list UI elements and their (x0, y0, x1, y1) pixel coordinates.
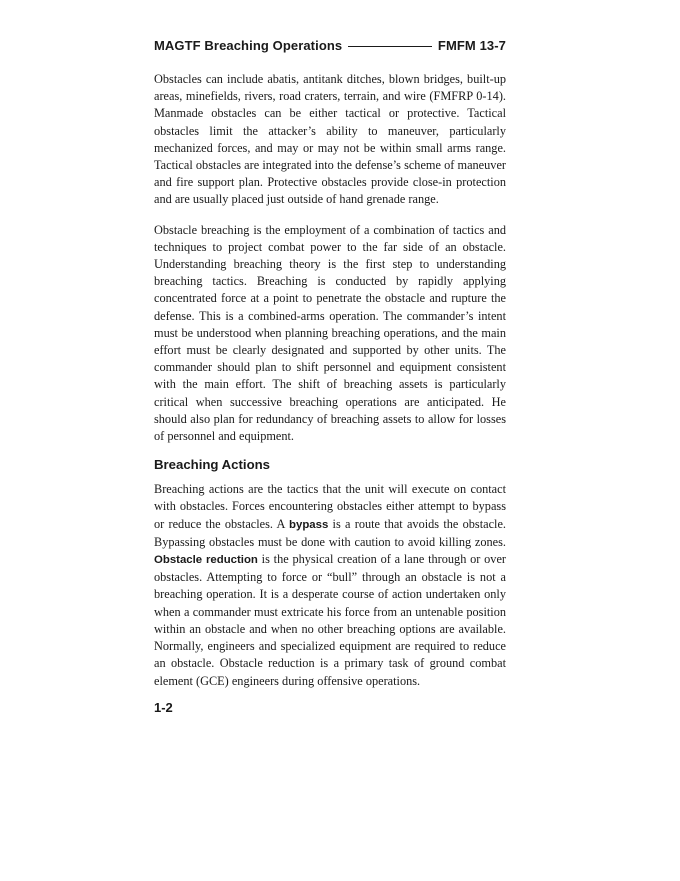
paragraph-breaching-actions (154, 481, 506, 689)
text-segment: is a route that avoids the obstacle. Bypassing obstacles must be done with caution to avoid killing zones. (154, 516, 506, 549)
header-rule (348, 46, 432, 47)
paragraph-obstacle-breaching: Obstacle breaching is the employment of a combination of tactics and techniques to project combat power to the far side of an obstacle. Understanding breaching theory is the first step to understanding breaching tactics. Breaching is conducted by rapidly applying concentrated force at a point to penetrate the obstacle and rupture the defense. This is a combined-arms operation. The commander’s intent must be understood when planning breaching operations, and the main effort must be clearly designated and supported by other units. The commander should plan to shift personnel and equipment consistent with the main effort. The shift of breaching assets is particularly critical when successive breaching operations are anticipated. He should also plan for redundancy of breaching assets to allow for losses of personnel and equipment. (154, 222, 506, 444)
paragraph-obstacles: Obstacles can include abatis, antitank ditches, blown bridges, built-up areas, minefields, rivers, road craters, terrain, and wire (FMFRP 0-14). Manmade obstacles can be either tactical or protective. Tactical obstacles limit the attacker’s ability to maneuver, particularly mechanized forces, and may or may not be within small arms range. Tactical obstacles are integrated into the defense’s scheme of maneuver and fire support plan. Protective obstacles provide close-in protection and are usually placed just outside of hand grenade range. (154, 72, 506, 207)
term-obstacle-reduction: Obstacle reduction (154, 554, 258, 567)
term-bypass: bypass (289, 518, 329, 531)
header-title: MAGTF Breaching Operations (154, 37, 343, 53)
text-segment: is the physical creation of a lane through or over obstacles. Attempting to force or “bull” through an obstacle is not a breaching operation. It is a desperate course of action undertaken only when a commander must extricate his force from an untenable position within an obstacle and when no other breaching options are available. Normally, engineers and specialized equipment are required to reduce an obstacle. Obstacle reduction is a primary task of ground combat element (GCE) engineers during offensive operations. (154, 552, 506, 688)
page-number: 1-2 (154, 699, 173, 715)
running-header (154, 34, 506, 56)
text-segment: Breaching actions are the tactics that the unit will execute on contact with obstacles. Forces encountering obstacles either attempt to bypass or reduce the obstacles. A (154, 482, 506, 531)
document-page (154, 34, 506, 715)
header-document-id: FMFM 13-7 (437, 37, 506, 53)
section-heading: Breaching Actions (154, 457, 271, 473)
